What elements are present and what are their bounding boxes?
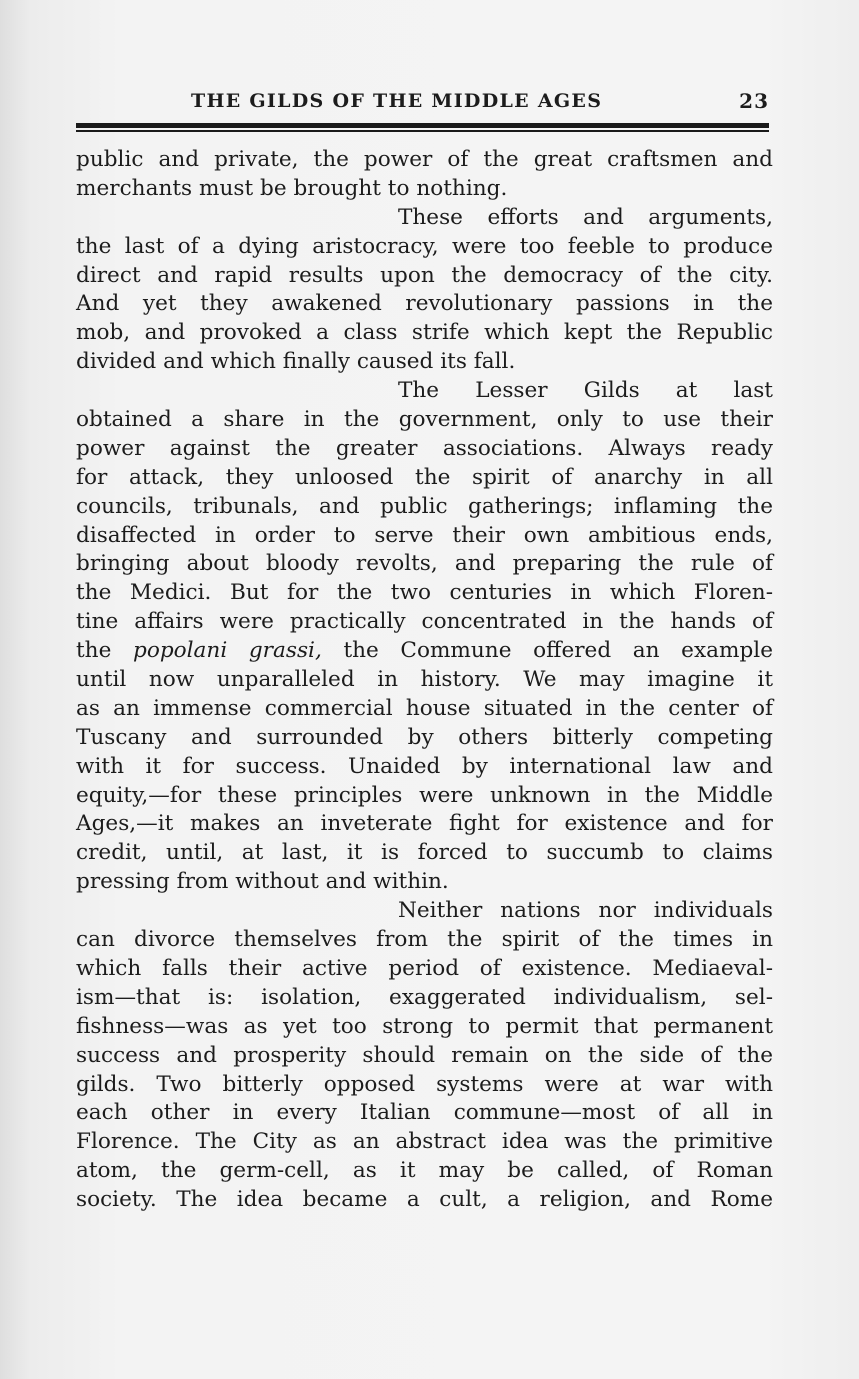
text-line: bringing about bloody revolts, and preparing the rule of — [76, 551, 773, 577]
text-line: can divorce themselves from the spirit of the times in — [76, 927, 773, 953]
text-line: councils, tribunals, and public gatherings; inflaming the — [76, 493, 773, 519]
paragraph-start-line: The Lesser Gilds at last — [398, 378, 773, 404]
text-line: tine affairs were practically concentrated in the hands of — [76, 609, 773, 635]
text-line: which falls their active period of existence. Mediaeval- — [76, 955, 773, 981]
text-line: the Medici. But for the two centuries in which Floren- — [76, 580, 773, 606]
text-line: divided and which finally caused its fall. — [76, 349, 516, 375]
text-line: as an immense commercial house situated in the center of — [76, 695, 773, 721]
text-line: Florence. The City as an abstract idea was the primitive — [76, 1129, 773, 1155]
text-line: Tuscany and surrounded by others bitterly competing — [76, 724, 773, 750]
text-line: society. The idea became a cult, a religion, and Rome — [76, 1187, 773, 1213]
running-head — [76, 86, 771, 118]
paragraph-start-line: These efforts and arguments, — [398, 204, 773, 230]
text-line: mob, and provoked a class strife which kept the Republic — [76, 320, 773, 346]
text-line: credit, until, at last, it is forced to succumb to claims — [76, 840, 773, 866]
text-line: equity,—for these principles were unknown in the Middle — [76, 782, 773, 808]
text-line: power against the greater associations. Always ready — [76, 435, 773, 461]
text-line: public and private, the power of the great craftsmen and — [76, 147, 773, 172]
text-line: success and prosperity should remain on the side of the — [76, 1042, 773, 1068]
text-line: And yet they awakened revolutionary passions in the — [76, 291, 773, 317]
paragraph-start-line: Neither nations nor individuals — [398, 898, 773, 924]
text-line: ism—that is: isolation, exaggerated individualism, sel- — [76, 984, 773, 1010]
text-line: obtained a share in the government, only to use their — [76, 407, 773, 433]
text-line: the last of a dying aristocracy, were too feeble to produce — [76, 233, 773, 259]
text-line: for attack, they unloosed the spirit of anarchy in all — [76, 464, 773, 490]
header-rule-thin — [76, 130, 769, 132]
header-rule-thick — [76, 123, 769, 128]
italic-phrase: popolani grassi, — [133, 638, 322, 664]
text-segment: the Commune offered an example — [343, 638, 773, 664]
text-line: atom, the germ-cell, as it may be called, of Roman — [76, 1158, 773, 1184]
running-title: THE GILDS OF THE MIDDLE AGES — [191, 90, 603, 112]
text-line: merchants must be brought to nothing. — [76, 175, 508, 201]
text-line: fishness—was as yet too strong to permit that permanent — [76, 1013, 773, 1039]
text-line: Ages,—it makes an inveterate fight for existence and for — [76, 811, 773, 837]
body-text — [76, 146, 773, 1215]
page-number: 23 — [739, 89, 769, 113]
text-segment: the — [76, 638, 112, 664]
text-line: pressing from without and within. — [76, 869, 449, 895]
text-line: with it for success. Unaided by international law and — [76, 753, 773, 779]
text-line: disaffected in order to serve their own ambitious ends, — [76, 522, 773, 548]
header-rule — [76, 123, 769, 132]
text-line: each other in every Italian commune—most of all in — [76, 1100, 773, 1126]
text-line-with-italic — [76, 637, 773, 666]
text-line: until now unparalleled in history. We may imagine it — [76, 667, 773, 693]
text-line: gilds. Two bitterly opposed systems were at war with — [76, 1071, 773, 1097]
text-line: direct and rapid results upon the democracy of the city. — [76, 262, 773, 288]
